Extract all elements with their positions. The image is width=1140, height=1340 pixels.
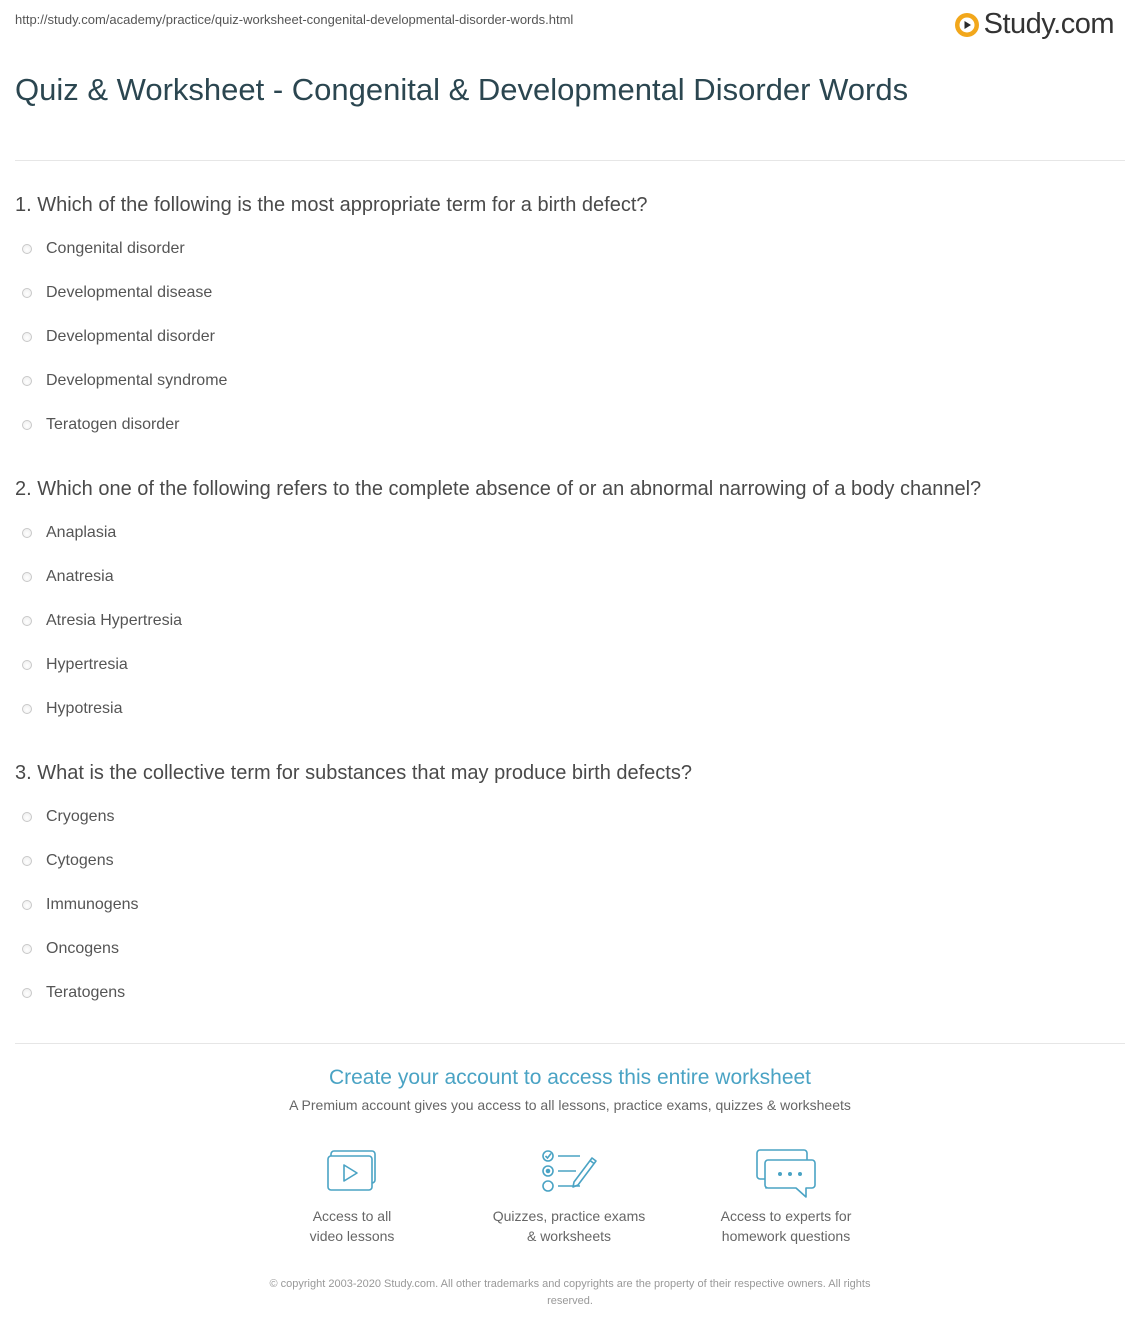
feature-label-line1: Access to all <box>312 1208 392 1224</box>
radio-button[interactable] <box>22 944 32 954</box>
radio-button[interactable] <box>22 288 32 298</box>
answer-option[interactable] <box>22 981 125 1005</box>
answer-option[interactable] <box>22 893 139 917</box>
answer-option[interactable] <box>22 653 128 677</box>
feature-experts <box>686 1148 886 1246</box>
option-label: Hypotresia <box>46 700 123 717</box>
answer-option[interactable] <box>22 369 227 393</box>
answer-option[interactable] <box>22 281 212 305</box>
feature-label-line1: Quizzes, practice exams <box>492 1208 646 1224</box>
play-logo-icon <box>954 12 980 38</box>
radio-button[interactable] <box>22 572 32 582</box>
option-label: Cryogens <box>46 808 115 825</box>
radio-button[interactable] <box>22 856 32 866</box>
feature-label-line1: Access to experts for <box>720 1208 852 1224</box>
study-logo[interactable] <box>954 8 1114 41</box>
expert-chat-icon <box>754 1148 818 1200</box>
answer-option[interactable] <box>22 413 179 437</box>
cta-subtitle: A Premium account gives you access to all lessons, practice exams, quizzes & worksheets <box>289 1097 851 1113</box>
question-3: 3. What is the collective term for substances that may produce birth defects? <box>15 762 692 784</box>
feature-label-line2: video lessons <box>309 1228 395 1244</box>
radio-button[interactable] <box>22 900 32 910</box>
feature-label-line2: homework questions <box>721 1228 851 1244</box>
answer-option[interactable] <box>22 325 215 349</box>
option-label: Immunogens <box>46 896 139 913</box>
copyright-line1: © copyright 2003-2020 Study.com. All other trademarks and copyrights are the property of their respective owners. All rights <box>269 1278 871 1290</box>
answer-option[interactable] <box>22 937 119 961</box>
page-url: http://study.com/academy/practice/quiz-worksheet-congenital-developmental-disorder-words.html <box>15 12 574 27</box>
feature-label-line2: & worksheets <box>526 1228 612 1244</box>
feature-quizzes <box>469 1148 669 1246</box>
option-label: Atresia Hypertresia <box>46 612 183 629</box>
option-label: Hypertresia <box>46 656 128 673</box>
create-account-link[interactable]: Create your account to access this entire worksheet <box>328 1066 812 1089</box>
feature-video-lessons <box>252 1148 452 1246</box>
video-lesson-icon <box>326 1148 378 1194</box>
option-label: Developmental disease <box>46 284 213 301</box>
radio-button[interactable] <box>22 420 32 430</box>
radio-button[interactable] <box>22 704 32 714</box>
answer-option[interactable] <box>22 521 116 545</box>
answer-option[interactable] <box>22 609 182 633</box>
answer-option[interactable] <box>22 237 185 261</box>
answer-option[interactable] <box>22 805 114 829</box>
option-label: Cytogens <box>46 852 114 869</box>
radio-button[interactable] <box>22 244 32 254</box>
answer-option[interactable] <box>22 697 122 721</box>
radio-button[interactable] <box>22 616 32 626</box>
option-label: Congenital disorder <box>46 240 185 257</box>
radio-button[interactable] <box>22 528 32 538</box>
radio-button[interactable] <box>22 660 32 670</box>
option-label: Anatresia <box>46 568 114 585</box>
option-label: Developmental syndrome <box>46 372 228 389</box>
logo-text: Study.com <box>983 8 1114 40</box>
option-label: Developmental disorder <box>46 328 215 345</box>
page-title: Quiz & Worksheet - Congenital & Developmental Disorder Words <box>15 72 909 107</box>
option-label: Teratogen disorder <box>46 416 180 433</box>
divider <box>15 1043 1125 1044</box>
option-label: Oncogens <box>46 940 119 957</box>
radio-button[interactable] <box>22 332 32 342</box>
option-label: Teratogens <box>46 984 126 1001</box>
answer-option[interactable] <box>22 849 114 873</box>
question-2: 2. Which one of the following refers to the complete absence of or an abnormal narrowing of a body channel? <box>15 478 982 500</box>
copyright-line2: reserved. <box>547 1295 593 1307</box>
divider <box>15 160 1125 161</box>
radio-button[interactable] <box>22 376 32 386</box>
answer-option[interactable] <box>22 565 114 589</box>
radio-button[interactable] <box>22 812 32 822</box>
copyright-footer <box>220 1276 920 1310</box>
radio-button[interactable] <box>22 988 32 998</box>
question-1: 1. Which of the following is the most appropriate term for a birth defect? <box>15 194 648 216</box>
quiz-checklist-icon <box>540 1148 598 1194</box>
option-label: Anaplasia <box>46 524 117 541</box>
